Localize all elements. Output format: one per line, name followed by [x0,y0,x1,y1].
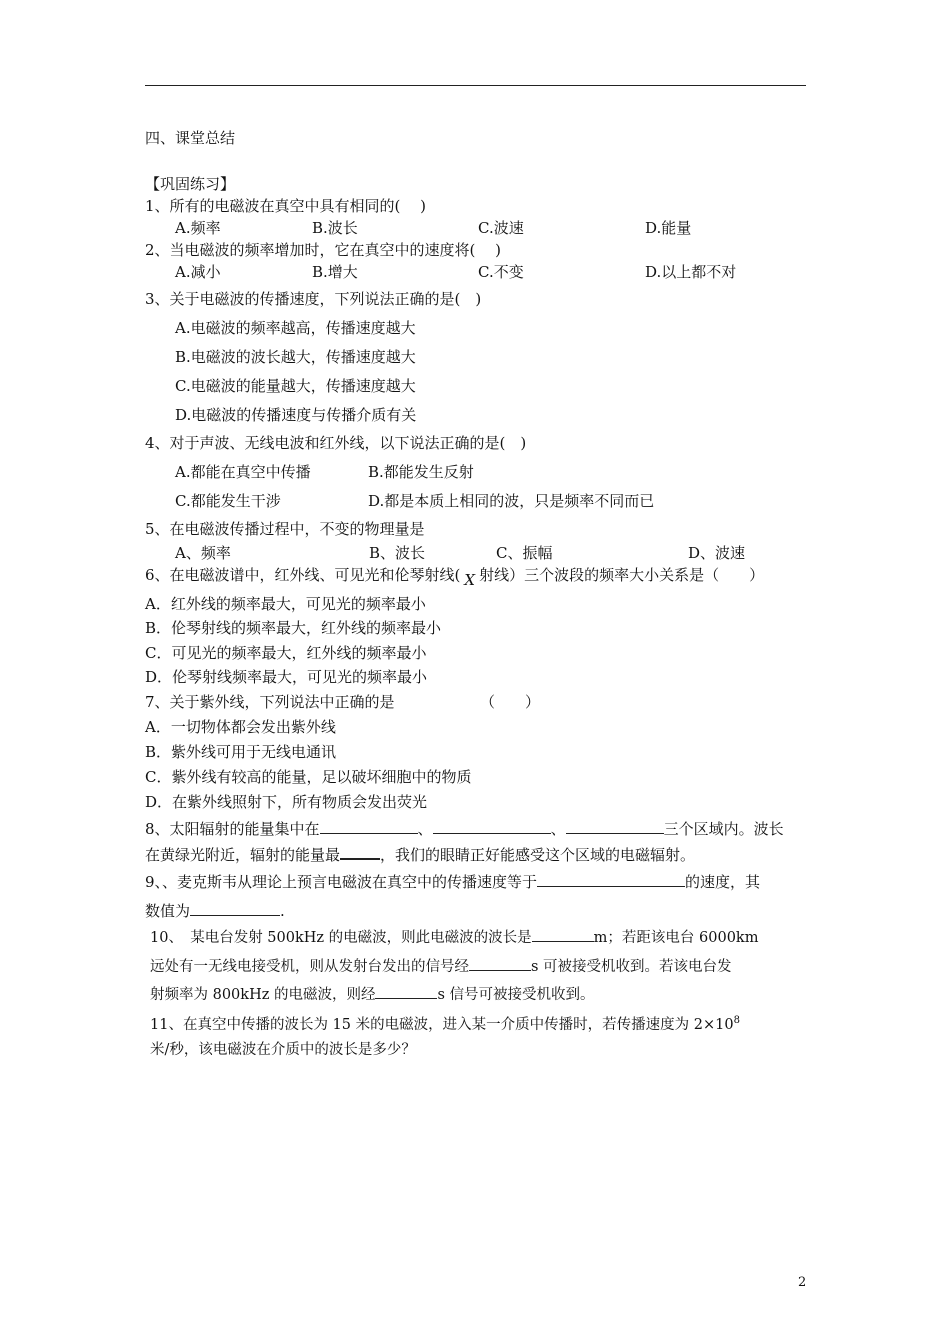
q1-option-b: B.波长 [312,219,358,237]
q10-text-2: m；若距该电台 6000km [593,930,759,946]
q3-option-b: B.电磁波的波长越大，传播速度越大 [175,348,416,366]
q1-option-c: C.波速 [478,219,524,237]
q5-option-d: D、波速 [688,544,746,562]
q11-text-1: 11、在真空中传播的波长为 15 米的电磁波，进入某一介质中传播时，若传播速度为 2×10 [150,1016,734,1033]
q11-line-2: 米/秒，该电磁波在介质中的波长是多少？ [150,1042,416,1058]
q3-option-d: D.电磁波的传播速度与传播介质有关 [175,406,417,424]
q6-option-c: C．可见光的频率最大，红外线的频率最小 [145,644,427,662]
q4-option-b: B.都能发生反射 [368,463,474,481]
q10-blank-1[interactable] [532,926,594,942]
q8-blank-2[interactable] [433,818,551,834]
q7-option-b: B．紫外线可用于无线电通讯 [145,743,337,761]
q7-answer-paren: （ ） [480,693,541,711]
q11-exponent: 8 [733,1015,740,1026]
q7-option-a: A．一切物体都会发出紫外线 [145,718,336,736]
q8-text-3: 在黄绿光附近，辐射的能量最 [145,846,341,864]
q8-sep-2: 、 [550,820,566,838]
q2-option-d: D.以上都不对 [645,263,737,281]
q9-line-1 [145,871,760,892]
section-title: 四、课堂总结 [145,129,236,147]
q3-option-c: C.电磁波的能量越大，传播速度越大 [175,377,416,395]
q10-text-1: 10、 某电台发射 500kHz 的电磁波，则此电磁波的波长是 [150,930,532,946]
q4-stem: 4、对于声波、无线电波和红外线，以下说法正确的是( ) [145,434,527,452]
q7-stem: 7、关于紫外线，下列说法中正确的是 [145,693,395,711]
q10-line-2 [150,955,732,977]
q8-line-1 [145,818,784,839]
q10-text-5: 射频率为 800kHz 的电磁波，则经 [150,987,376,1003]
q9-text-2: 的速度，其 [685,873,761,891]
q8-text-4: ，我们的眼睛正好能感受这个区域的电磁辐射。 [380,846,696,864]
q7-option-c: C．紫外线有较高的能量，足以破坏细胞中的物质 [145,768,472,786]
q3-stem: 3、关于电磁波的传播速度，下列说法正确的是( ) [145,290,482,308]
q8-line-2 [145,843,695,865]
q10-line-3 [150,983,595,1005]
q10-line-1 [150,926,758,948]
header-rule [145,85,806,86]
q6-stem-part-b: 射线）三个波段的频率大小关系是（ ） [479,566,765,584]
practice-header: 【巩固练习】 [145,175,236,193]
q5-stem: 5、在电磁波传播过程中，不变的物理量是 [145,520,425,538]
q4-option-c: C.都能发生干涉 [175,492,281,510]
q9-blank-1[interactable] [537,871,685,887]
q6-option-a: A．红外线的频率最大，可见光的频率最小 [145,595,426,613]
q2-stem: 2、当电磁波的频率增加时，它在真空中的速度将( ) [145,241,502,259]
q2-option-c: C.不变 [478,263,524,281]
q1-option-a: A.频率 [175,219,221,237]
q5-option-b: B、波长 [369,544,426,562]
q9-text-4: . [280,902,285,920]
q6-stem-part-a: 6、在电磁波谱中，红外线、可见光和伦琴射线( [145,566,461,584]
q8-blank-1[interactable] [320,818,418,834]
q10-blank-2[interactable] [469,955,531,971]
q9-text-3: 数值为 [145,902,191,920]
q6-option-d: D．伦琴射线频率最大，可见光的频率最小 [145,668,428,686]
q2-option-b: B.增大 [312,263,358,281]
q8-text-1: 8、太阳辐射的能量集中在 [145,820,320,838]
q8-blank-3[interactable] [566,818,664,834]
q8-sep-1: 、 [417,820,433,838]
q10-text-3: 远处有一无线电接受机，则从发射台发出的信号经 [150,959,469,975]
q4-option-d: D.都是本质上相同的波，只是频率不同而已 [368,492,655,510]
q8-blank-4[interactable] [340,843,380,860]
q3-option-a: A.电磁波的频率越高，传播速度越大 [175,319,416,337]
q1-option-d: D.能量 [645,219,692,237]
q4-option-a: A.都能在真空中传播 [175,463,311,481]
q5-option-a: A、频率 [175,544,231,562]
q9-line-2 [145,900,285,921]
q10-blank-3[interactable] [375,983,437,999]
q9-blank-2[interactable] [190,900,280,916]
page-number: 2 [798,1275,807,1290]
q8-text-2: 三个区域内。波长 [663,820,784,838]
q10-text-4: s 可被接受机收到。若该电台发 [531,959,732,975]
q10-text-6: s 信号可被接受机收到。 [437,987,595,1003]
q6-option-b: B．伦琴射线的频率最大，红外线的频率最小 [145,619,442,637]
q11-line-1 [150,1011,740,1035]
q7-option-d: D．在紫外线照射下，所有物质会发出荧光 [145,793,428,811]
q9-text-1: 9、、麦克斯韦从理论上预言电磁波在真空中的传播速度等于 [145,873,538,891]
q6-stem [145,565,765,589]
x-ray-symbol: X [464,571,476,589]
q1-stem: 1、所有的电磁波在真空中具有相同的( ) [145,197,427,215]
q5-option-c: C、振幅 [496,544,553,562]
q2-option-a: A.减小 [175,263,221,281]
